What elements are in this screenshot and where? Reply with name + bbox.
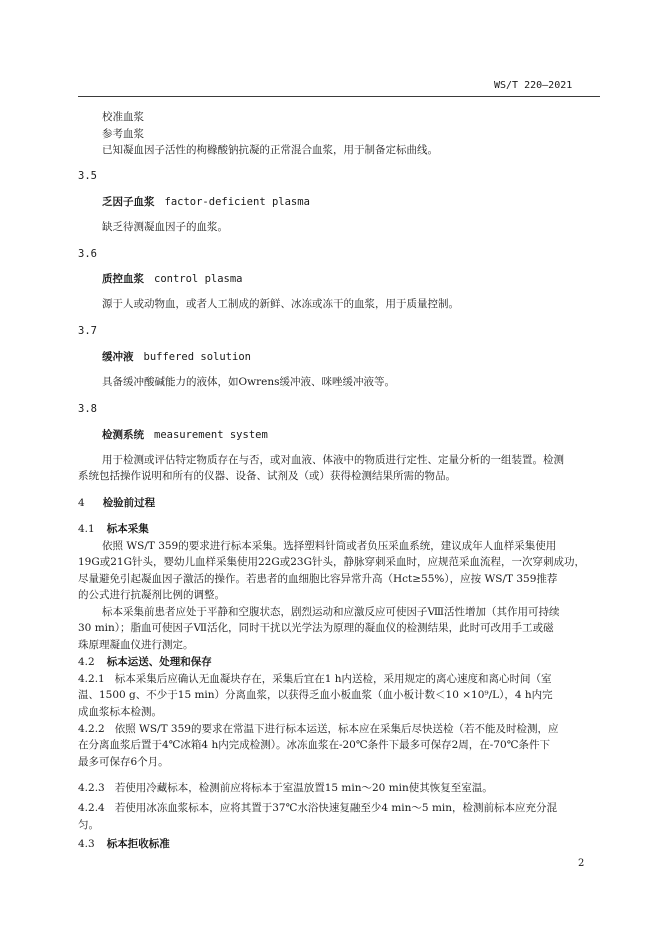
para-4-1-line-2: 19G或21G针头，婴幼儿血样采集使用22G或23G针头，静脉穿刺采血时，应规范采血流程，一次穿刺成功， <box>78 556 585 568</box>
term-en: measurement system <box>154 429 268 441</box>
item-text: 依照 WS/T 359的要求在常温下进行标本运送，标本应在采集后尽快送检（若不能及时检测，应 <box>114 723 559 735</box>
section-number: 4 <box>78 497 85 509</box>
para-4-1-line-3: 尽量避免引起凝血因子激活的操作。若患者的血细胞比容异常升高（Hct≥55%），应按 WS/T 359推荐 <box>78 573 558 585</box>
para-4-1-line-1: 依照 WS/T 359的要求进行标本采集。选择塑料针筒或者负压采血系统，建议成年人血样采集使用 <box>102 540 557 552</box>
term-heading-3-7 <box>102 349 251 365</box>
item-4-2-1-line-1 <box>78 671 552 687</box>
item-4-2-4-line-2: 匀。 <box>78 819 99 831</box>
term-heading-3-8 <box>102 427 268 443</box>
calibration-plasma-definition: 已知凝血因子活性的枸橼酸钠抗凝的正常混合血浆，用于制备定标曲线。 <box>102 144 438 156</box>
term-synonym-reference-plasma: 参考血浆 <box>102 128 144 140</box>
item-text: 若使用冰冻血浆标本，应将其置于37℃水浴快速复融至少4 min～5 min，检测前标本应充分混 <box>114 802 558 814</box>
term-en: factor-deficient plasma <box>164 196 310 208</box>
item-text: 若使用冷藏标本，检测前应将标本于室温放置15 min～20 min使其恢复至室温。 <box>114 782 493 794</box>
section-heading-4-1 <box>78 521 149 537</box>
clause-number-3-6: 3.6 <box>78 248 97 260</box>
para-4-1-line-7: 珠原理凝血仪进行测定。 <box>78 639 194 651</box>
definition-3-7: 具备缓冲酸碱能力的液体，如Owrens缓冲液、咪唑缓冲液等。 <box>102 376 395 388</box>
term-heading-3-5 <box>102 194 310 210</box>
item-text: 标本采集后应确认无血凝块存在，采集后宜在1 h内送检，采用规定的离心速度和离心时间（室 <box>114 673 552 685</box>
item-number: 4.2.1 <box>78 673 105 685</box>
definition-3-8-line-2: 系统包括操作说明和所有的仪器、设备、试剂及（或）获得检测结果所需的物品。 <box>78 470 456 482</box>
section-heading-4-2 <box>78 654 212 670</box>
document-code: WS/T 220—2021 <box>494 80 573 91</box>
item-4-2-4-line-1 <box>78 800 557 816</box>
term-zh: 缓冲液 <box>102 351 134 363</box>
item-4-2-1-line-2: 温、1500 g、不少于15 min）分离血浆，以获得乏血小板血浆（血小板计数＜10 ×10⁹/L），4 h内完 <box>78 689 553 701</box>
item-4-2-2-line-1 <box>78 721 558 737</box>
definition-3-8-line-1: 用于检测或评估特定物质存在与否，或对血液、体液中的物质进行定性、定量分析的一组装置。检测 <box>102 454 564 466</box>
term-en: buffered solution <box>143 351 251 363</box>
term-synonym-calibration-plasma: 校准血浆 <box>102 111 144 123</box>
section-heading-4-3 <box>78 836 170 852</box>
para-4-1-line-6: 30 min）；脂血可使因子Ⅶ活化，同时干扰以光学法为原理的凝血仪的检测结果，此时可改用手工或磁 <box>78 622 554 634</box>
item-4-2-2-line-3: 最多可保存6个月。 <box>78 756 169 768</box>
term-heading-3-6 <box>102 271 243 287</box>
definition-3-6: 源于人或动物血，或者人工制成的新鲜、冰冻或冻干的血浆，用于质量控制。 <box>102 298 459 310</box>
clause-number-3-8: 3.8 <box>78 403 97 415</box>
section-number: 4.2 <box>78 656 95 668</box>
section-title: 标本运送、处理和保存 <box>106 656 212 668</box>
para-4-1-line-5: 标本采集前患者应处于平静和空腹状态，剧烈运动和应激反应可使因子Ⅷ活性增加（其作用可持续 <box>102 606 560 618</box>
clause-number-3-5: 3.5 <box>78 170 97 182</box>
section-number: 4.3 <box>78 838 95 850</box>
item-4-2-1-line-3: 成血浆标本检测。 <box>78 706 162 718</box>
term-zh: 质控血浆 <box>102 273 144 285</box>
section-title: 标本采集 <box>106 523 149 535</box>
section-heading-4 <box>78 495 155 511</box>
term-zh: 检测系统 <box>102 429 144 441</box>
term-en: control plasma <box>154 273 243 285</box>
section-title: 检验前过程 <box>102 497 156 509</box>
clause-number-3-7: 3.7 <box>78 325 97 337</box>
header-rule <box>78 96 600 97</box>
item-number: 4.2.3 <box>78 782 105 794</box>
para-4-1-line-4: 的公式进行抗凝剂比例的调整。 <box>78 589 225 601</box>
page-number: 2 <box>578 858 585 869</box>
item-number: 4.2.2 <box>78 723 105 735</box>
item-4-2-2-line-2: 在分离血浆后置于4℃冰箱4 h内完成检测）。冰冻血浆在-20℃条件下最多可保存2周，在-70℃条件下 <box>78 739 550 751</box>
section-number: 4.1 <box>78 523 95 535</box>
term-zh: 乏因子血浆 <box>102 196 155 208</box>
item-number: 4.2.4 <box>78 802 105 814</box>
section-title: 标本拒收标准 <box>106 838 170 850</box>
item-4-2-3 <box>78 780 493 796</box>
definition-3-5: 缺乏待测凝血因子的血浆。 <box>102 221 228 233</box>
